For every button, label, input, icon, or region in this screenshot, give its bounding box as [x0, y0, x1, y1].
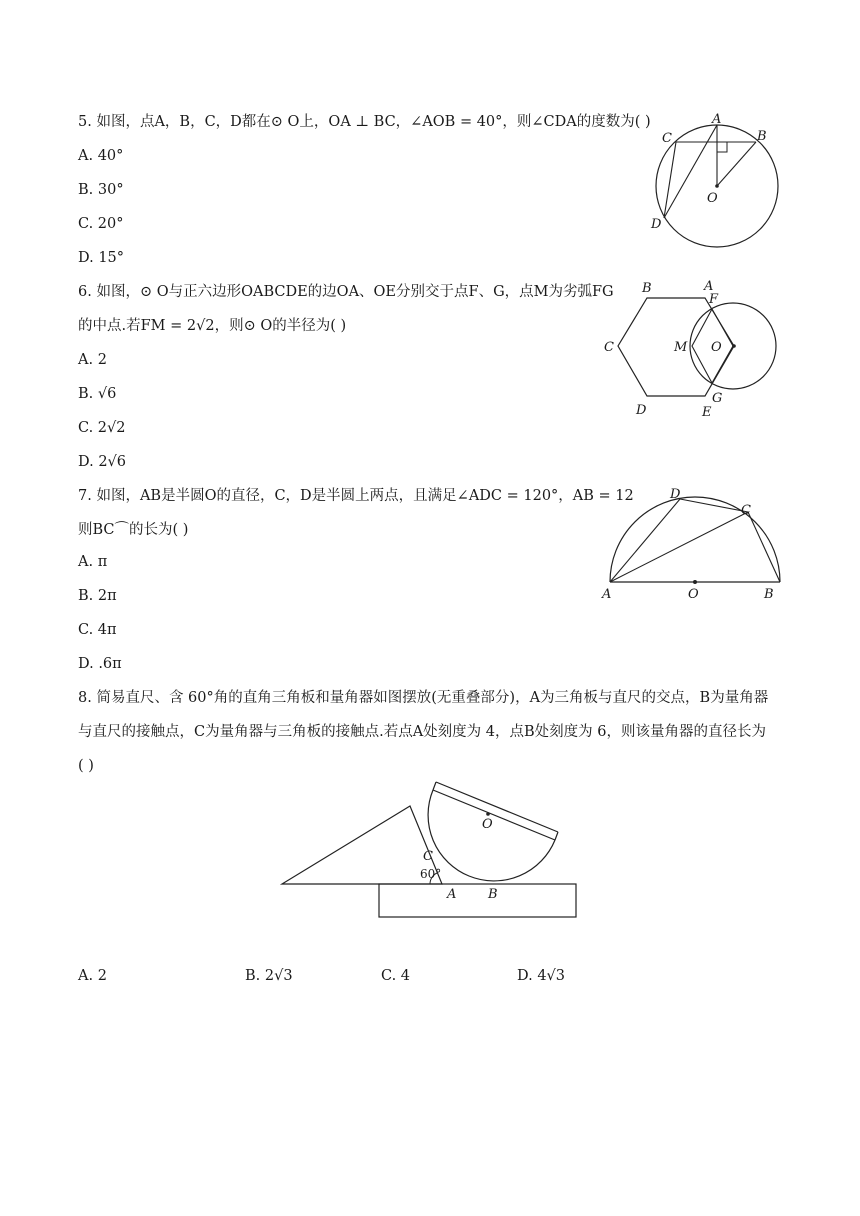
q5-option-d[interactable]: D. 15° [78, 250, 125, 266]
q8-option-a[interactable]: A. 2 [78, 968, 107, 984]
q8-stem-line2: 与直尺的接触点，C为量角器与三角板的接触点.若点A处刻度为 4，点B处刻度为 6，则该量角器的直径长为 [78, 724, 766, 740]
q5-figure [640, 108, 790, 248]
q5-label-d: D [651, 217, 662, 232]
q5-option-b[interactable]: B. 30° [78, 182, 124, 198]
q8-figure [270, 770, 590, 930]
q5-option-c[interactable]: C. 20° [78, 216, 124, 232]
q6-label-m: M [674, 340, 688, 355]
q5-label-c: C [662, 131, 672, 146]
q7-option-d[interactable]: D. .6π [78, 656, 122, 672]
q8-label-o: O [482, 817, 493, 832]
q8-option-b[interactable]: B. 2√3 [245, 968, 293, 984]
q8-option-d[interactable]: D. 4√3 [517, 968, 566, 984]
q8-label-c: C [423, 849, 433, 864]
q7-stem-line1: 7. 如图，AB是半圆O的直径，C，D是半圆上两点，且满足∠ADC = 120°，AB = 12 [78, 488, 634, 504]
q6-label-g: G [712, 391, 723, 406]
q8-label-a: A [447, 887, 457, 902]
q7-label-a: A [602, 587, 612, 602]
q8-stem-line1: 8. 简易直尺、含 60°角的直角三角板和量角器如图摆放(无重叠部分)，A为三角板与直尺的交点，B为量角器 [78, 690, 769, 706]
q8-stem-line3: ( ) [78, 758, 94, 774]
q8-option-c[interactable]: C. 4 [381, 968, 411, 984]
q6-option-a[interactable]: A. 2 [78, 352, 107, 368]
q5-label-b: B [757, 129, 767, 144]
q7-option-c[interactable]: C. 4π [78, 622, 117, 638]
q6-label-c: C [604, 340, 614, 355]
q5-label-o: O [707, 191, 718, 206]
q6-label-d: D [636, 403, 647, 418]
q6-label-b: B [642, 281, 652, 296]
q6-option-c[interactable]: C. 2√2 [78, 420, 126, 436]
q6-stem-line1: 6. 如图，⊙ O与正六边形OABCDE的边OA、OE分别交于点F、G，点M为劣弧FG [78, 284, 614, 300]
q7-figure [598, 484, 790, 604]
q6-option-d[interactable]: D. 2√6 [78, 454, 127, 470]
q7-stem-line2: 则BC⌒的长为( ) [78, 522, 189, 538]
q6-label-o: O [711, 340, 722, 355]
q5-label-a: A [712, 112, 722, 127]
q7-option-a[interactable]: A. π [78, 554, 108, 570]
q7-option-b[interactable]: B. 2π [78, 588, 117, 604]
q6-figure [598, 276, 788, 426]
q5-stem: 5. 如图，点A，B，C，D都在⊙ O上，OA ⊥ BC，∠AOB = 40°，则∠CDA的度数为( ) [78, 114, 651, 130]
q8-label-b: B [488, 887, 498, 902]
q6-option-b[interactable]: B. √6 [78, 386, 117, 402]
q8-label-angle: 60° [420, 867, 442, 881]
q6-stem-line2: 的中点.若FM = 2√2，则⊙ O的半径为( ) [78, 318, 347, 334]
q6-label-f: F [709, 292, 719, 307]
q7-label-d: D [670, 487, 681, 502]
q6-label-a: A [704, 279, 714, 294]
q7-label-o: O [688, 587, 699, 602]
q7-label-b: B [764, 587, 774, 602]
q6-label-e: E [702, 405, 712, 420]
q5-option-a[interactable]: A. 40° [78, 148, 124, 164]
q7-label-c: C [741, 503, 751, 518]
